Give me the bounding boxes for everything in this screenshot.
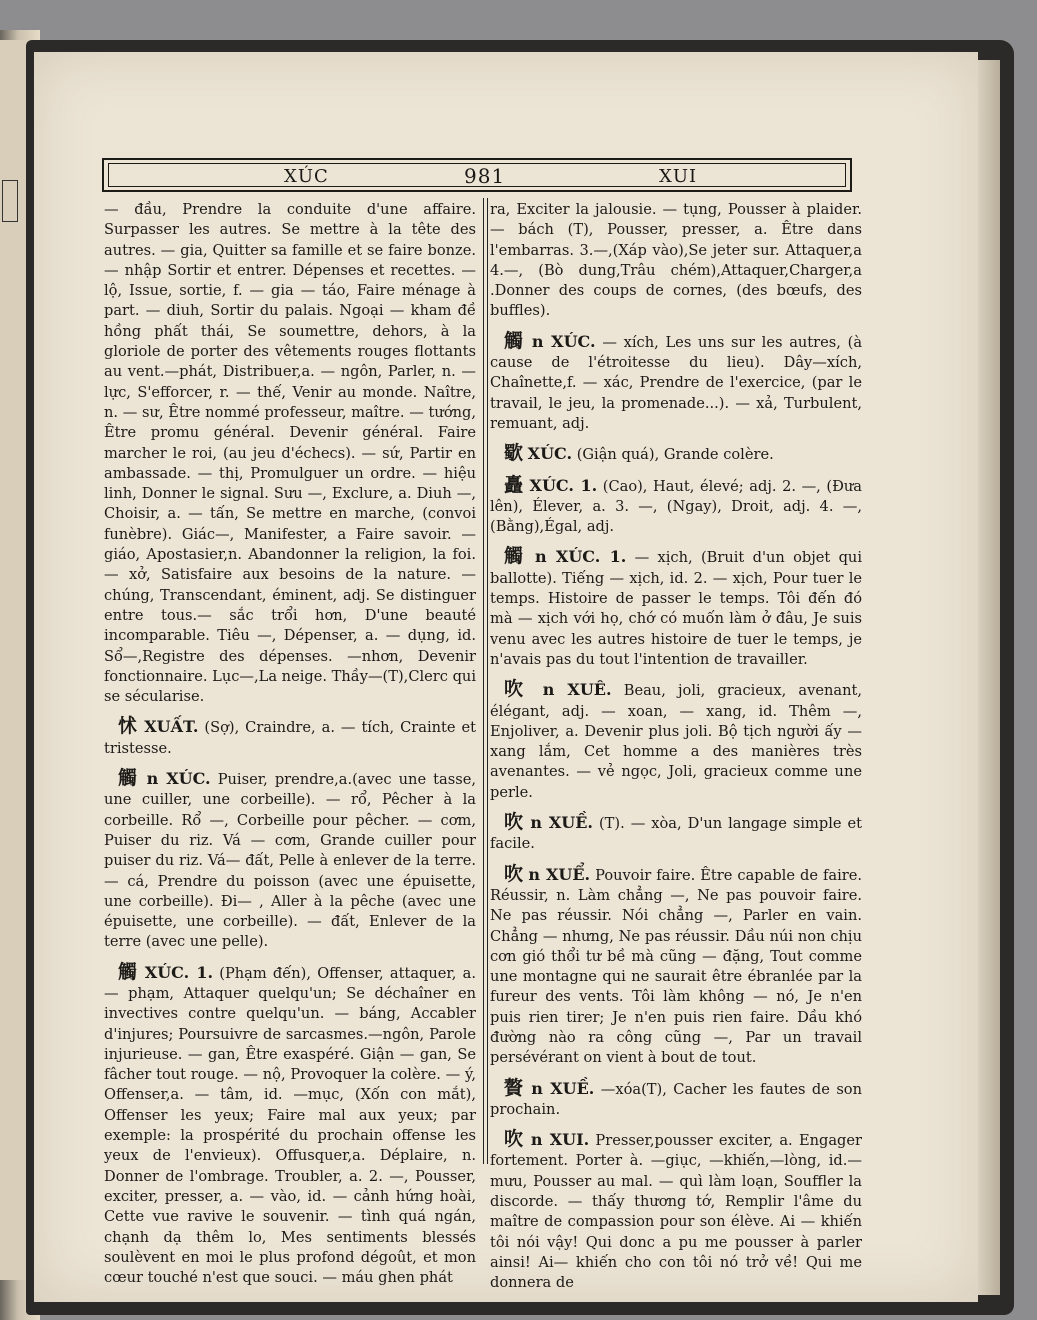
entry-character: 觸 [118,767,140,790]
entry-definition: — xích, Les uns sur les autres, (à cause de l'étroitesse du lieu). Dây—xích, Chaînette,f. — xác, Prendre de l'exercice, (par le travail, le jeu, la promenade...). — xả, Turbulent, remuant, adj. [490,333,863,432]
entry-character: 觸 [504,329,526,352]
dictionary-entry [490,812,862,855]
dictionary-entry [104,768,476,953]
left-column [104,200,476,1288]
entry-character: 矗 [504,473,524,496]
page-stack-edge [978,60,1000,1295]
entry-definition: Puiser, prendre,a.(avec une tasse, une cuiller, une corbeille). — rổ, Pêcher à la corbeille. Rổ —, Corbeille pour pêcher. — cơm, Puiser du riz. Vá — cơm, Grande cuiller pour puiser du riz. Vá— đất, Pelle à enlever de la terre. — cá, Prendre du poisson (avec une épuisette, une corbeille). Đi— , Aller à la pêche (avec une épuisette, une corbeille). — đất, Enlever de la terre (avec une pelle). [104,771,476,951]
entry-headword: n XÚC. [531,331,596,351]
entry-character: 怵 [118,715,139,738]
page-header [102,158,852,192]
entry-definition: Pouvoir faire. Être capable de faire. Réussir, n. Làm chẳng —, Ne pas pouvoir faire. Ne pas réussir. Nói chẳng —, Parler en vain. Chẳng — nhưng, Ne pas réussir. Dầu núi non chịu cơn gió thổi tư bề mà cũng — đặng, Tout comme une montagne qui ne saurait être ébranlée par la fureur des vents. Tôi làm không — nó, Je n'en puis rien tirer; Je n'en puis rien faire. Dầu khó đường nào ra công cũng —, Par un travail persévérant on vient à bout de tout. [490,866,862,1067]
entry-definition: (Cao), Haut, élevé; adj. 2. —, (Đưa lên), Élever, a. 3. —, (Ngay), Droit, adj. 4. —, (Bằng),Égal, adj. [490,477,862,536]
dictionary-entry [490,331,862,434]
dictionary-entry [490,679,862,803]
entry-definition: (Sợ), Craindre, a. — tích, Crainte et tristesse. [104,719,476,757]
dictionary-entry [490,475,862,538]
dictionary-entry [104,962,476,1289]
dictionary-entry [490,443,862,465]
entry-definition: — xịch, (Bruit d'un objet qui ballotte). Tiếng — xịch, id. 2. — xịch, Pour tuer le temps. Histoire de passer le temps. Tôi đến đó mà — xịch với họ, chớ có muốn làm ở đâu, Je suis venu avec les autres histoire de tuer le temps, je n'avais pas du tout l'intention de travailler. [490,549,862,668]
dictionary-entry [104,716,476,759]
page-number: 981 [464,164,506,188]
entry-character: 觸 [504,545,527,568]
entry-definition: —xóa(T), Cacher les fautes de son prochain. [490,1080,862,1118]
entry-headword: XUẤT. [144,717,199,737]
entry-headword: n XÚC. [146,769,211,789]
entry-headword: XÚC. 1. [144,962,214,982]
entry-headword: n XÚC. 1. [535,547,627,567]
entry-headword: n XUỀ. [530,813,593,833]
entry-definition: Presser,pousser exciter, a. Engager fortement. Porter à. —giục, —khiến,—lòng, id.— mưu, Pousser au mal. — quì làm loạn, Souffler la discorde. — thấy thương tớ, Remplir l'âme du maître de compassion pour son élève. Ai — khiến tôi nói vậy! Qui donc a pu me pousser à parler ainsi! Ai— khiến cho con tôi nó trở về! Qui me donnera de [490,1132,862,1292]
dictionary-entry [104,200,476,707]
entry-character: 吹 [504,1128,525,1151]
dictionary-entry [490,864,862,1069]
entry-character: 吹 [504,678,531,701]
entry-definition: (T). — xòa, D'un langage simple et facile. [490,815,862,853]
entry-headword: n XUÊ. [542,680,612,700]
entry-character: 贅 [504,1076,525,1099]
entry-definition: ra, Exciter la jalousie. — tụng, Pousser à plaider. — bách (T), Pousser, presser, a. Être dans l'embarras. 3.—,(Xáp vào),Se jeter sur. Attaquer,a 4.—, (Bò dung,Trâu chém),Attaquer,Charger,a .Donner des coups de cornes, (des bœufs, des buffles). [490,201,862,320]
right-column [490,200,862,1294]
entry-character: 觸 [118,960,139,983]
column-divider [483,198,484,1164]
entry-definition: Beau, joli, gracieux, avenant, élégant, adj. — xoan, — xang, id. Thêm —, Enjoliver, a. Devenir plus joli. Bộ tịch người ấy — xang lắm, Cet homme a des manières très avenantes. — vẻ ngọc, Joli, gracieux comme une perle. [490,682,862,801]
dictionary-entry [490,200,862,322]
entry-character: 吹 [504,811,525,834]
entry-headword: n XUỂ. [528,864,591,884]
header-right-guide-word: XUI [659,166,698,187]
dictionary-entry [490,546,862,670]
entry-definition: — đầu, Prendre la conduite d'une affaire. Surpasser les autres. Se mettre à la tête des autres. — gia, Quitter sa famille et se faire bonze. — nhập Sortir et entrer. Dépenses et recettes. — lộ, Issue, sortie, f. — gia — táo, Faire ménage à part. — diuh, Sortir du palais. Ngoại — kham đề hồng phất thái, Se soumettre, dehors, à la gloriole de porter des vêtements rouges flottants au vent.—phát, Distribuer,a. — ngôn, Parler, n. — lực, S'efforcer, r. — thế, Venir au monde. Naître, n. — sư, Être nommé professeur, maître. — tướng, Être promu général. Devenir général. Faire marcher le roi, (au jeu d'échecs). — sứ, Partir en ambassade. — thị, Promulguer un ordre. — hiệu linh, Donner le signal. Sưu —, Exclure, a. Diuh —, Choisir, a. — tấn, Se mettre en marche, (convoi funèbre). Giác—, Manifester, a Faire savoir. —giáo, Apostasier,n. Abandonner la religion, la foi. — xở, Satisfaire aux besoins de la nature. — chúng, Transcendant, éminent, adj. Se distinguer entre tous.— sắc trổi hơn, D'une beauté incomparable. Tiêu —, Dépenser, a. — dụng, id. Sổ—,Registre des dépenses. —nhơn, Devenir fonctionnaire. Lục—,La neige. Thầy—(T),Clerc qui se sécularise. [104,201,476,706]
dictionary-entry [490,1078,862,1121]
dictionary-entry [490,1129,862,1293]
entry-character: 歜 [504,442,524,465]
entry-definition: (Giận quá), Grande colère. [576,446,774,464]
header-left-guide-word: XÚC [284,166,329,187]
entry-character: 吹 [504,862,524,885]
column-divider-inner [487,198,488,1164]
entry-headword: n XUI. [530,1130,590,1150]
entry-headword: XÚC. 1. [529,475,598,495]
entry-headword: n XUỀ. [531,1078,595,1098]
entry-headword: XÚC. [527,444,573,464]
entry-definition: (Phạm đến), Offenser, attaquer, a. — phạm, Attaquer quelqu'un; Se déchaîner en invectives contre quelqu'un. — báng, Accabler d'injures; Poursuivre de sarcasmes.—ngôn, Parole injurieuse. — gan, Être exaspéré. Giận — gan, Se fâcher tout rouge. — nộ, Provoquer la colère. — ý, Offenser,a. — tâm, id. —mục, (Xốn con mắt), Offenser les yeux; Faire mal aux yeux; par exemple: la prospérité du prochain offense les yeux de l'envieux). Offusquer,a. Déplaire, n. Donner de l'ombrage. Troubler, a. 2. —, Pousser, exciter, presser, a. — vào, id. — cảnh hứng hoài, Cette vue ravive le souvenir. — tình quá ngán, chạnh dạ thêm lo, Mes sentiments blessés soulèvent en moi le plus profond dégoût, et mon cœur touché n'est que souci. — máu ghen phát [104,964,476,1287]
